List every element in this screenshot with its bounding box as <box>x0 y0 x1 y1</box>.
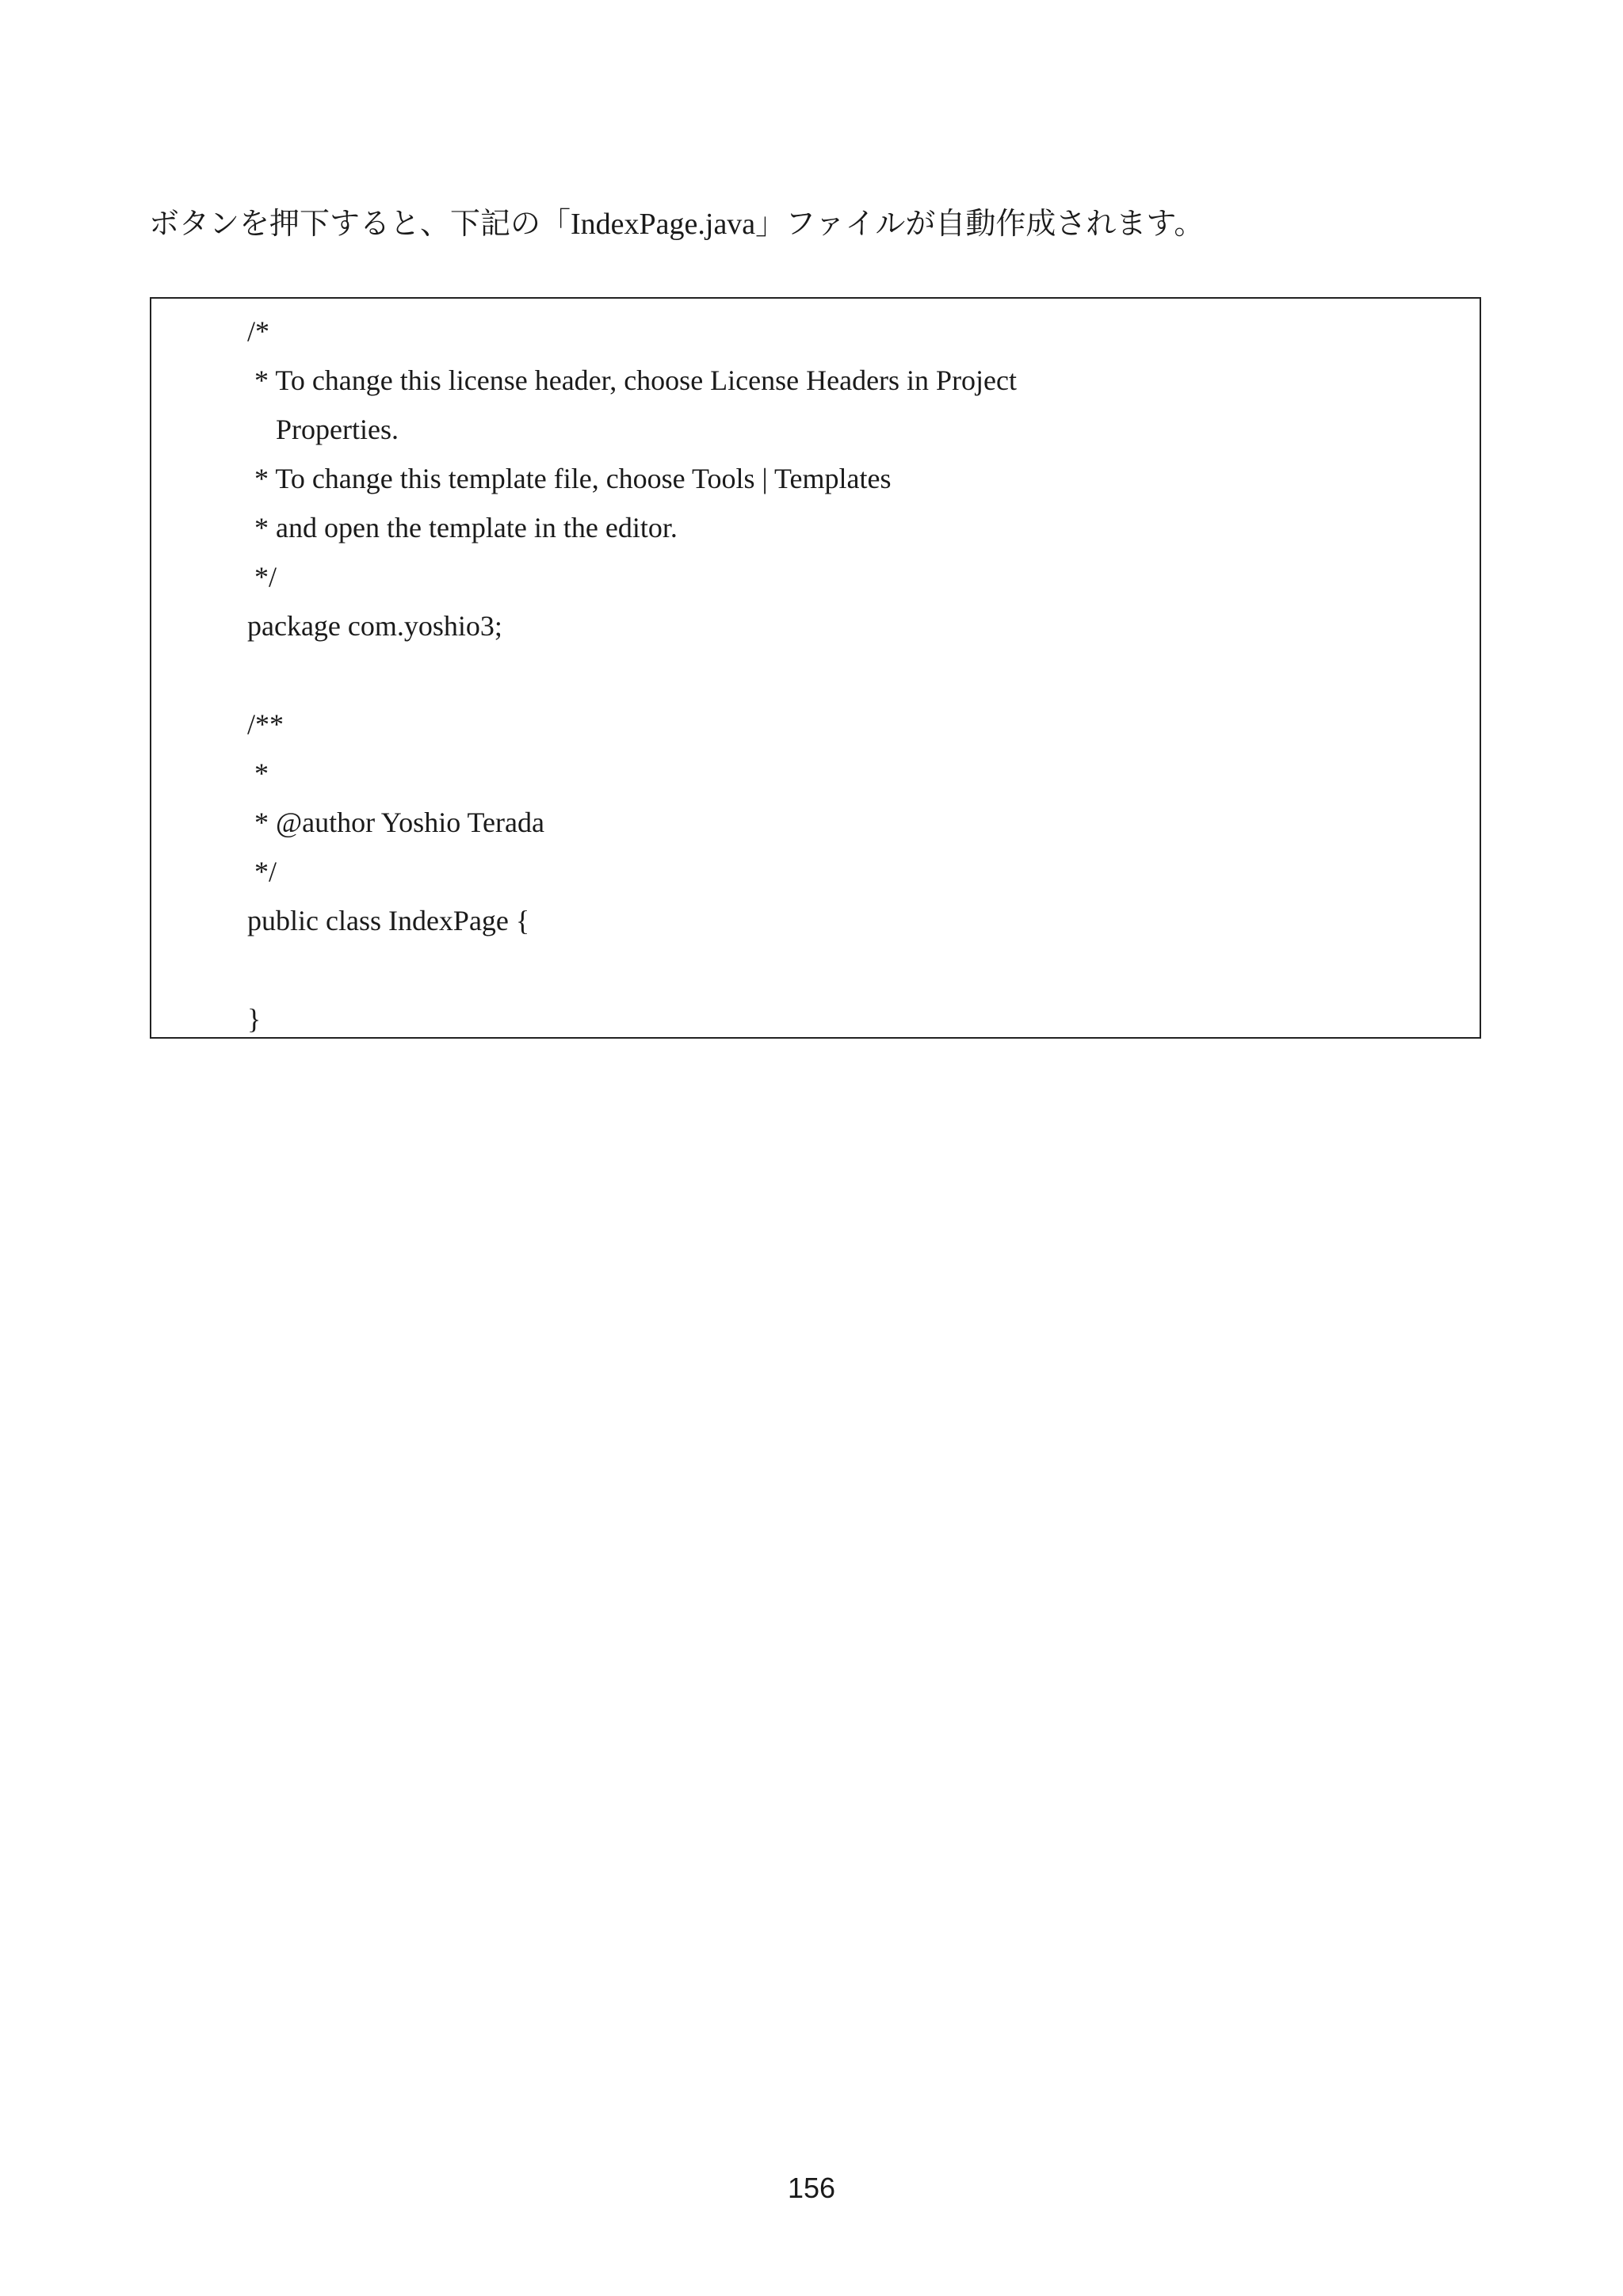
code-line: * To change this template file, choose Tools | Templates <box>247 463 892 494</box>
code-line: /** <box>247 708 285 740</box>
code-listing <box>247 307 1017 1043</box>
intro-paragraph: ボタンを押下すると、下記の「IndexPage.java」ファイルが自動作成されます。 <box>149 208 1205 241</box>
code-line: * To change this license header, choose License Headers in Project <box>247 364 1018 396</box>
code-line: package com.yoshio3; <box>247 610 502 642</box>
code-line: * <box>247 757 269 789</box>
code-line <box>247 945 1017 994</box>
page-number: 156 <box>787 2172 836 2204</box>
code-line: */ <box>247 856 277 887</box>
code-line <box>247 650 1017 700</box>
code-line: */ <box>247 561 277 593</box>
code-line: * @author Yoshio Terada <box>247 807 544 838</box>
code-line: * and open the template in the editor. <box>247 512 678 543</box>
code-line: /* <box>247 315 270 347</box>
code-line: } <box>247 1003 262 1035</box>
code-line: Properties. <box>247 414 399 445</box>
code-listing-box <box>150 297 1481 1039</box>
code-line: public class IndexPage { <box>247 905 530 936</box>
